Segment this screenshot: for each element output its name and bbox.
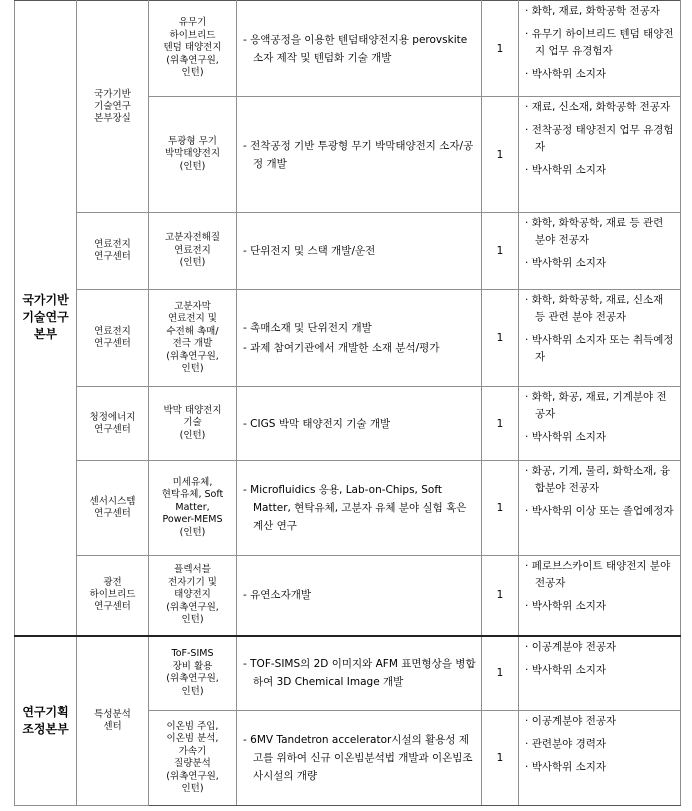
cell-line: 연료전지 및 bbox=[168, 313, 217, 324]
item-text: 재료, 신소재, 화학공학 전공자 bbox=[531, 101, 671, 113]
duty-cell bbox=[237, 387, 482, 461]
count-cell: 1 bbox=[482, 290, 519, 387]
qualification-item bbox=[525, 66, 676, 83]
qualification-item bbox=[525, 255, 676, 272]
research-field bbox=[149, 387, 237, 461]
cell-line: ToF-SIMS bbox=[171, 648, 214, 660]
qualification-item bbox=[525, 162, 676, 179]
cell-line: 연구센터 bbox=[94, 338, 131, 349]
count-cell: 1 bbox=[482, 461, 519, 556]
table-row bbox=[15, 636, 681, 711]
table-row bbox=[15, 1, 681, 97]
cell-line: 국가기반 bbox=[94, 88, 131, 100]
duty-cell bbox=[237, 1, 482, 97]
qualification-list bbox=[525, 713, 676, 776]
qualification-cell bbox=[519, 711, 681, 806]
sub-dept bbox=[77, 290, 149, 387]
count-cell: 1 bbox=[482, 711, 519, 806]
qualification-item bbox=[525, 598, 676, 615]
duty-item bbox=[243, 319, 477, 337]
duty-list bbox=[243, 586, 477, 604]
cell-line: 국가기반 bbox=[22, 293, 69, 308]
qualification-list bbox=[525, 463, 676, 520]
sub-dept bbox=[77, 387, 149, 461]
bullet-marker: · bbox=[525, 600, 532, 612]
qualification-item bbox=[525, 558, 676, 592]
cell-line: 연구기획 bbox=[22, 704, 69, 719]
cell-line: (인턴) bbox=[179, 257, 206, 269]
duty-item bbox=[243, 137, 477, 173]
cell-line: 하이브리드 bbox=[169, 29, 216, 41]
bullet-marker: - bbox=[243, 484, 251, 496]
sub-dept bbox=[77, 556, 149, 636]
qualification-item bbox=[525, 292, 676, 326]
item-text: 박사학위 소지자 bbox=[531, 663, 607, 676]
research-field bbox=[149, 213, 237, 290]
qualification-item bbox=[525, 332, 676, 366]
bullet-marker: · bbox=[525, 217, 532, 229]
duty-cell bbox=[237, 556, 482, 636]
count-cell: 1 bbox=[482, 1, 519, 97]
cell-line: 전극 개발 bbox=[172, 338, 213, 349]
cell-line: 조정본부 bbox=[22, 721, 69, 736]
qualification-cell bbox=[519, 97, 681, 213]
duty-item bbox=[243, 242, 477, 260]
cell-line: 현탁유체, Soft bbox=[161, 489, 224, 501]
research-field bbox=[149, 556, 237, 636]
cell-line: 수전해 촉매/ bbox=[166, 325, 219, 337]
item-text: 촉매소재 및 단위전지 개발 bbox=[250, 322, 372, 334]
qualification-list bbox=[525, 99, 676, 179]
bullet-marker: - bbox=[243, 33, 251, 46]
cell-line: (인턴) bbox=[179, 526, 206, 538]
table-row bbox=[15, 556, 681, 636]
duty-item bbox=[243, 655, 477, 691]
item-text: 박사학위 소지자 bbox=[531, 761, 607, 773]
item-text: 박사학위 소지자 bbox=[531, 164, 607, 176]
item-text: 페로브스카이트 태양전지 분야 전공자 bbox=[531, 560, 671, 589]
duty-list bbox=[243, 137, 477, 173]
duty-item bbox=[243, 481, 477, 535]
cell-line: 센터 bbox=[103, 720, 122, 732]
cell-line: Power-MEMS bbox=[162, 514, 223, 526]
table-row bbox=[15, 213, 681, 290]
bullet-marker: - bbox=[243, 322, 251, 334]
item-text: 화학, 화학공학, 재료, 신소재 등 관련 분야 전공자 bbox=[531, 294, 664, 323]
qualification-item bbox=[525, 389, 676, 423]
bullet-marker: · bbox=[525, 640, 532, 653]
qualification-list bbox=[525, 558, 676, 615]
count-cell: 1 bbox=[482, 97, 519, 213]
cell-line: 특성분석 bbox=[94, 708, 131, 720]
duty-item bbox=[243, 586, 477, 604]
count-cell: 1 bbox=[482, 556, 519, 636]
cell-line: 텐덤 태양전지 bbox=[163, 42, 222, 54]
qualification-item bbox=[525, 759, 676, 776]
sub-dept bbox=[77, 213, 149, 290]
qualification-list bbox=[525, 215, 676, 272]
cell-line: 연구센터 bbox=[94, 251, 131, 262]
cell-line: 유무기 bbox=[178, 17, 207, 29]
cell-line: 연료전지 bbox=[174, 244, 211, 256]
duty-item bbox=[243, 415, 477, 433]
research-field bbox=[149, 1, 237, 97]
table-row bbox=[15, 461, 681, 556]
cell-line: 인턴) bbox=[181, 685, 204, 697]
bullet-marker: · bbox=[525, 505, 532, 517]
bullet-marker: · bbox=[525, 761, 532, 773]
cell-line: 연료전지 bbox=[94, 326, 131, 337]
duty-cell bbox=[237, 290, 482, 387]
item-text: 화공, 기계, 물리, 화학소재, 융합분야 전공자 bbox=[531, 465, 670, 494]
item-text: 관련분야 경력자 bbox=[531, 738, 607, 750]
cell-line: 가속기 bbox=[178, 745, 207, 757]
cell-line: 이온빔 분석, bbox=[166, 733, 219, 744]
count-cell: 1 bbox=[482, 213, 519, 290]
duty-list bbox=[243, 415, 477, 433]
cell-line: 광전 bbox=[103, 577, 122, 589]
bullet-marker: · bbox=[525, 124, 532, 136]
cell-line: 연구센터 bbox=[94, 508, 131, 519]
qualification-item bbox=[525, 713, 676, 730]
cell-line: Matter, bbox=[175, 501, 210, 513]
research-field bbox=[149, 290, 237, 387]
item-text: 전착공정 기반 투광형 무기 박막태양전지 소자/공정 개발 bbox=[250, 139, 474, 170]
qualification-list bbox=[525, 292, 676, 366]
research-field bbox=[149, 97, 237, 213]
qualification-list bbox=[525, 389, 676, 446]
bullet-marker: · bbox=[525, 68, 532, 80]
item-text: 화학, 재료, 화학공학 전공자 bbox=[531, 5, 660, 17]
bullet-marker: · bbox=[525, 560, 532, 572]
cell-line: 본부 bbox=[33, 327, 58, 342]
bullet-marker: · bbox=[525, 431, 532, 443]
qualification-item bbox=[525, 3, 676, 20]
item-text: 박사학위 소지자 bbox=[531, 431, 607, 443]
qualification-item bbox=[525, 215, 676, 249]
item-text: 박사학위 소지자 bbox=[531, 68, 607, 80]
cell-line: 인턴) bbox=[181, 783, 204, 794]
item-text: 유무기 하이브리드 텐덤 태양전지 업무 유경험자 bbox=[531, 28, 674, 57]
item-text: 이공계분야 전공자 bbox=[531, 715, 617, 727]
bullet-marker: · bbox=[525, 465, 532, 477]
qualification-list bbox=[525, 639, 676, 679]
qualification-cell bbox=[519, 556, 681, 636]
bullet-marker: · bbox=[525, 5, 532, 17]
bullet-marker: · bbox=[525, 28, 532, 40]
qualification-list bbox=[525, 3, 676, 83]
item-text: 응액공정을 이용한 텐덤태양전지용 perovskite 소자 제작 및 텐덤화 기술 개발 bbox=[250, 33, 468, 64]
duty-item bbox=[243, 339, 477, 357]
item-text: 박사학위 소지자 bbox=[531, 257, 607, 269]
bullet-marker: · bbox=[525, 738, 532, 750]
cell-line: 투광형 무기 bbox=[168, 135, 217, 147]
major-dept bbox=[15, 636, 77, 806]
cell-line: 질량분석 bbox=[174, 758, 211, 769]
bullet-marker: · bbox=[525, 257, 532, 269]
duty-cell bbox=[237, 711, 482, 806]
duty-item bbox=[243, 731, 477, 785]
qualification-item bbox=[525, 503, 676, 520]
item-text: Microfluidics 응용, Lab-on-Chips, Soft Matter, 현탁유체, 고분자 유체 분야 실험 혹은 계산 연구 bbox=[250, 484, 467, 532]
cell-line: 장비 활용 bbox=[172, 660, 213, 672]
cell-line: 태양전지 bbox=[174, 589, 211, 600]
cell-line: (위촉연구원, bbox=[166, 54, 219, 66]
item-text: 박사학위 소지자 또는 취득예정자 bbox=[531, 334, 674, 363]
qualification-item bbox=[525, 463, 676, 497]
item-text: 화학, 화학공학, 재료 등 관련 분야 전공자 bbox=[531, 217, 664, 246]
item-text: TOF-SIMS의 2D 이미지와 AFM 표면형상을 병합하여 3D Chemical Image 개발 bbox=[250, 658, 476, 689]
duty-cell bbox=[237, 461, 482, 556]
duty-item bbox=[243, 31, 477, 67]
duty-list bbox=[243, 731, 477, 785]
cell-line: 인턴) bbox=[181, 363, 204, 374]
cell-line: 인턴) bbox=[181, 614, 204, 625]
qualification-item bbox=[525, 429, 676, 446]
bullet-marker: - bbox=[243, 342, 251, 354]
cell-line: 청정에너지 bbox=[89, 411, 136, 423]
cell-line: (인턴) bbox=[179, 429, 206, 441]
qualification-item bbox=[525, 26, 676, 60]
cell-line: 본부장실 bbox=[94, 112, 131, 124]
bullet-marker: - bbox=[243, 734, 251, 746]
item-text: CIGS 박막 태양전지 기술 개발 bbox=[250, 417, 391, 430]
bullet-marker: - bbox=[243, 658, 251, 671]
cell-line: 연구센터 bbox=[94, 423, 131, 435]
qualification-item bbox=[525, 639, 676, 656]
count-cell: 1 bbox=[482, 636, 519, 711]
cell-line: 고분자전해질 bbox=[164, 232, 221, 244]
sub-dept bbox=[77, 636, 149, 806]
bullet-marker: - bbox=[243, 245, 251, 257]
cell-line: 기술연구 bbox=[94, 100, 131, 112]
cell-line: (위촉연구원, bbox=[166, 770, 219, 782]
qualification-cell bbox=[519, 213, 681, 290]
duty-cell bbox=[237, 97, 482, 213]
duty-list bbox=[243, 242, 477, 260]
bullet-marker: · bbox=[525, 101, 532, 113]
duty-cell bbox=[237, 213, 482, 290]
cell-line: 센서시스템 bbox=[89, 496, 136, 507]
item-text: 단위전지 및 스택 개발/운전 bbox=[250, 245, 376, 257]
qualification-item bbox=[525, 662, 676, 679]
cell-line: 기술연구 bbox=[22, 310, 69, 325]
cell-line: 플렉서블 bbox=[174, 564, 211, 575]
duty-list bbox=[243, 481, 477, 535]
duty-list bbox=[243, 31, 477, 67]
bullet-marker: · bbox=[525, 294, 532, 306]
item-text: 유연소자개발 bbox=[250, 589, 311, 602]
item-text: 박사학위 소지자 bbox=[531, 600, 607, 612]
bullet-marker: - bbox=[243, 589, 251, 602]
cell-line: 이온빔 주입, bbox=[166, 720, 219, 732]
qualification-cell bbox=[519, 1, 681, 97]
qualification-cell bbox=[519, 636, 681, 711]
count-cell: 1 bbox=[482, 387, 519, 461]
cell-line: 기술 bbox=[183, 417, 202, 429]
cell-line: 미세유체, bbox=[172, 476, 213, 488]
duty-cell bbox=[237, 636, 482, 711]
cell-line: 하이브리드 bbox=[89, 589, 136, 601]
qualification-item bbox=[525, 122, 676, 156]
item-text: 화학, 화공, 재료, 기계분야 전공자 bbox=[531, 391, 667, 420]
qualification-item bbox=[525, 99, 676, 116]
research-field bbox=[149, 636, 237, 711]
cell-line: 연구센터 bbox=[94, 601, 131, 613]
bullet-marker: - bbox=[243, 139, 251, 152]
recruitment-table bbox=[14, 0, 681, 806]
bullet-marker: - bbox=[243, 417, 251, 430]
bullet-marker: · bbox=[525, 663, 532, 676]
cell-line: (위촉연구원, bbox=[166, 601, 219, 613]
qualification-cell bbox=[519, 290, 681, 387]
bullet-marker: · bbox=[525, 164, 532, 176]
item-text: 이공계분야 전공자 bbox=[531, 640, 617, 653]
research-field bbox=[149, 711, 237, 806]
qualification-cell bbox=[519, 387, 681, 461]
qualification-cell bbox=[519, 461, 681, 556]
sub-dept bbox=[77, 461, 149, 556]
bullet-marker: · bbox=[525, 391, 532, 403]
item-text: 박사학위 이상 또는 졸업예정자 bbox=[531, 505, 674, 517]
duty-list bbox=[243, 655, 477, 691]
item-text: 6MV Tandetron accelerator시설의 활용성 제고를 위하여 신규 이온빔분석법 개발과 이온빔조사시설의 개량 bbox=[250, 734, 473, 782]
table-row bbox=[15, 387, 681, 461]
cell-line: (위촉연구원, bbox=[166, 673, 219, 685]
table-row bbox=[15, 290, 681, 387]
cell-line: 전자기기 및 bbox=[168, 576, 217, 588]
cell-line: 연료전지 bbox=[94, 239, 131, 250]
cell-line: 고분자막 bbox=[174, 300, 211, 312]
cell-line: 인턴) bbox=[181, 67, 204, 79]
bullet-marker: · bbox=[525, 715, 532, 727]
item-text: 전착공정 태양전지 업무 유경험자 bbox=[531, 124, 674, 153]
qualification-item bbox=[525, 736, 676, 753]
cell-line: (위촉연구원, bbox=[166, 350, 219, 362]
duty-list bbox=[243, 319, 477, 357]
cell-line: 박막 태양전지 bbox=[163, 404, 222, 416]
major-dept bbox=[15, 1, 77, 636]
sub-dept bbox=[77, 1, 149, 213]
cell-line: 박막태양전지 bbox=[164, 148, 221, 160]
cell-line: (인턴) bbox=[179, 160, 206, 172]
item-text: 과제 참여기관에서 개발한 소재 분석/평가 bbox=[250, 342, 440, 354]
research-field bbox=[149, 461, 237, 556]
bullet-marker: · bbox=[525, 334, 532, 346]
